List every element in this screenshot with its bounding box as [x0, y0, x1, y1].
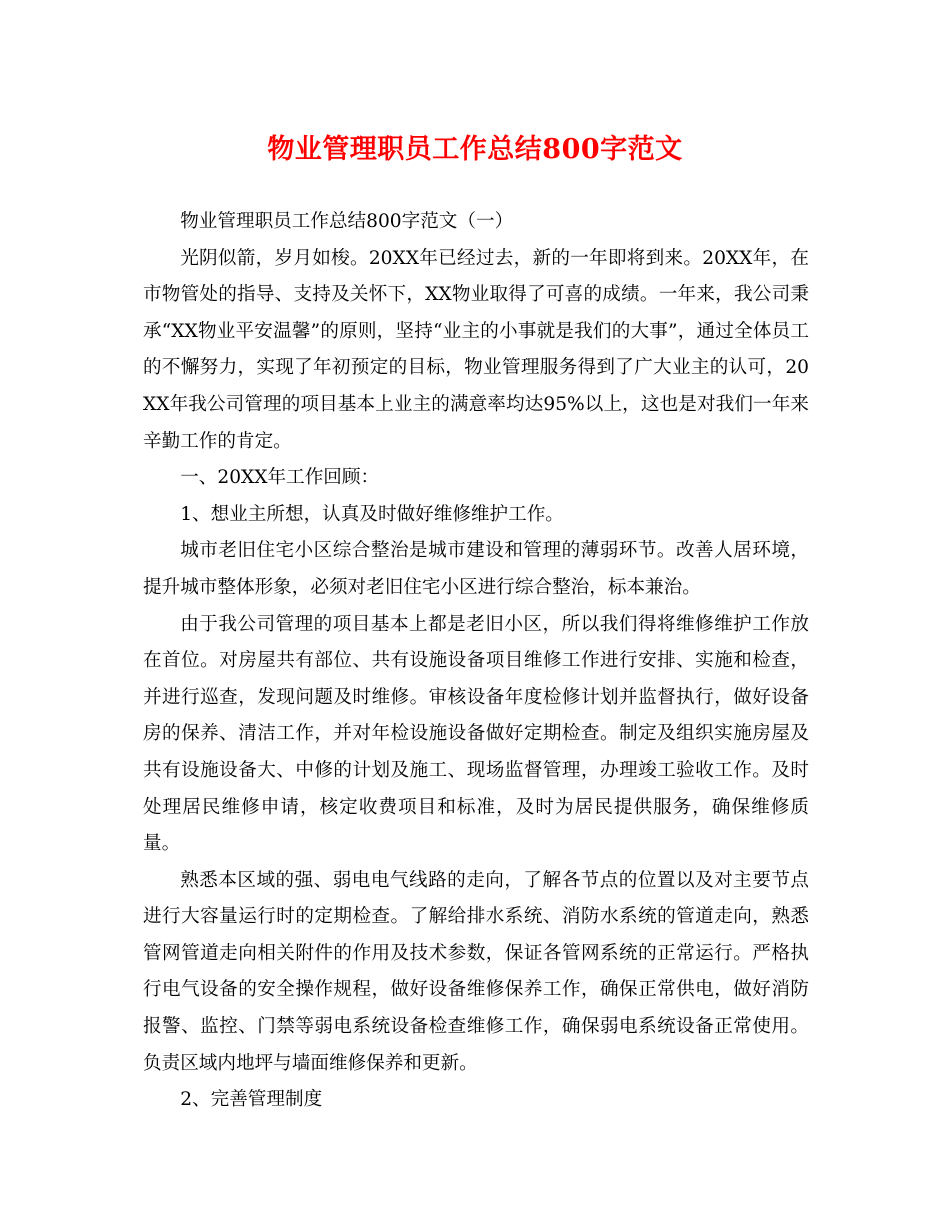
subheading-maintenance: 1、想业主所想，认真及时做好维修维护工作。 — [180, 503, 564, 525]
paragraph-renovation: 城市老旧住宅小区综合整治是城市建设和管理的薄弱环节。改善人居环境，提升城市整体形象，必须对老旧住宅小区进行综合整治，标本兼治。 — [143, 540, 809, 598]
section-heading-review: 一、20XX年工作回顾： — [180, 467, 380, 489]
paragraph-electrical-systems: 熟悉本区域的强、弱电电气线路的走向，了解各节点的位置以及对主要节点进行大容量运行时的定期检查。了解给排水系统、消防水系统的管道走向，熟悉管网管道走向相关附件的作用及技术参数，保证各管网系统的正常运行。严格执行电气设备的安全操作规程，做好设备维修保养工作，确保正常供电，做好消防报警、监控、门禁等弱电系统设备检查维修工作，确保弱电系统设备正常使用。负责区域内地坪与墙面维修保养和更新。 — [143, 869, 809, 1074]
document-title: 物业管理职员工作总结800字范文 — [267, 134, 683, 165]
document-body — [143, 204, 809, 1119]
paragraph-intro: 光阴似箭，岁月如梭。20XX年已经过去，新的一年即将到来。20XX年，在市物管处的指导、支持及关怀下，XX物业取得了可喜的成绩。一年来，我公司秉承“XX物业平安温馨”的原则，坚持“业主的小事就是我们的大事”，通过全体员工的不懈努力，实现了年初预定的目标，物业管理服务得到了广大业主的认可，20XX年我公司管理的项目基本上业主的满意率均达95%以上，这也是对我们一年来辛勤工作的肯定。 — [143, 247, 809, 452]
paragraph-subtitle: 物业管理职员工作总结800字范文（一） — [180, 211, 514, 232]
paragraph-maintenance-priority: 由于我公司管理的项目基本上都是老旧小区，所以我们得将维修维护工作放在首位。对房屋共有部位、共有设施设备项目维修工作进行安排、实施和检查，并进行巡查，发现问题及时维修。审核设备年度检修计划并监督执行，做好设备房的保养、清洁工作，并对年检设施设备做好定期检查。制定及组织实施房屋及共有设施设备大、中修的计划及施工、现场监督管理，办理竣工验收工作。及时处理居民维修申请，核定收费项目和标准，及时为居民提供服务，确保维修质量。 — [143, 613, 809, 855]
subheading-management-system: 2、完善管理制度 — [180, 1089, 323, 1111]
